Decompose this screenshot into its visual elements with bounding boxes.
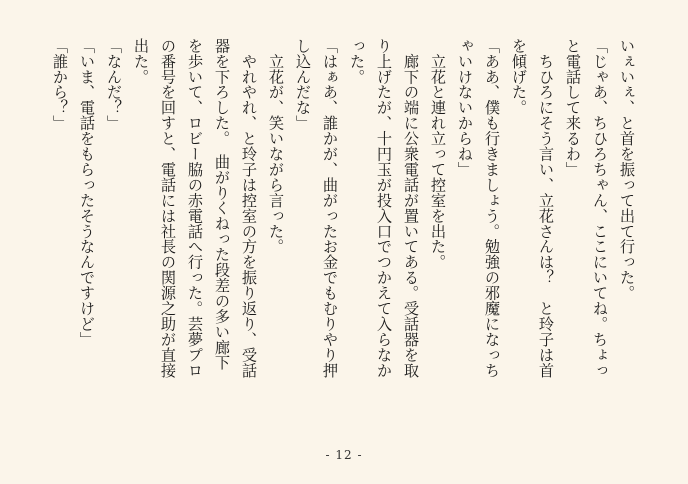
text-line: と電話して来るわ」: [564, 38, 582, 178]
text-line: 「誰から？」: [51, 38, 69, 131]
text-line: 「じゃあ、ちひろちゃん、ここにいてね。ちょっ: [591, 38, 609, 378]
vertical-text-block: [46, 38, 640, 420]
page-number: - 12 -: [325, 448, 363, 462]
text-line: を歩いて、ロビー脇の赤電話へ行った。芸夢プロ: [186, 38, 204, 378]
text-line: し込んだな」: [294, 38, 312, 131]
text-line: を傾げた。: [510, 38, 528, 116]
text-line: り上げたが、十円玉が投入口でつかえて入らなか: [375, 38, 393, 378]
text-line: 「ああ、僕も行きましょう。勉強の邪魔になっち: [483, 38, 501, 378]
text-line: 器を下ろした。 曲がりくねった段差の多い廊下: [213, 38, 231, 371]
text-line: 「なんだ？」: [105, 38, 123, 131]
text-line: 「はぁあ、誰かが、曲がったお金でもむりやり押: [321, 38, 339, 378]
text-line: った。: [348, 38, 366, 85]
text-line: の番号を回すと、電話には社長の関源之助が直接: [159, 38, 177, 378]
text-line: 立花と連れ立って控室を出た。: [429, 38, 447, 270]
text-line: やれやれ、と玲子は控室の方を振り返り、受話: [240, 38, 258, 378]
text-line: ちひろにそう言い、立花さんは？ と玲子は首: [537, 38, 555, 378]
text-line: 出た。: [132, 38, 150, 85]
text-line: 「いま、電話をもらったそうなんですけど」: [78, 38, 96, 347]
text-line: 立花が、笑いながら言った。: [267, 38, 285, 255]
text-line: ゃいけないからね」: [456, 38, 474, 178]
text-line: いぇいぇ、と首を振って出て行った。: [618, 38, 636, 301]
text-line: 廊下の端に公衆電話が置いてある。受話器を取: [402, 38, 420, 378]
